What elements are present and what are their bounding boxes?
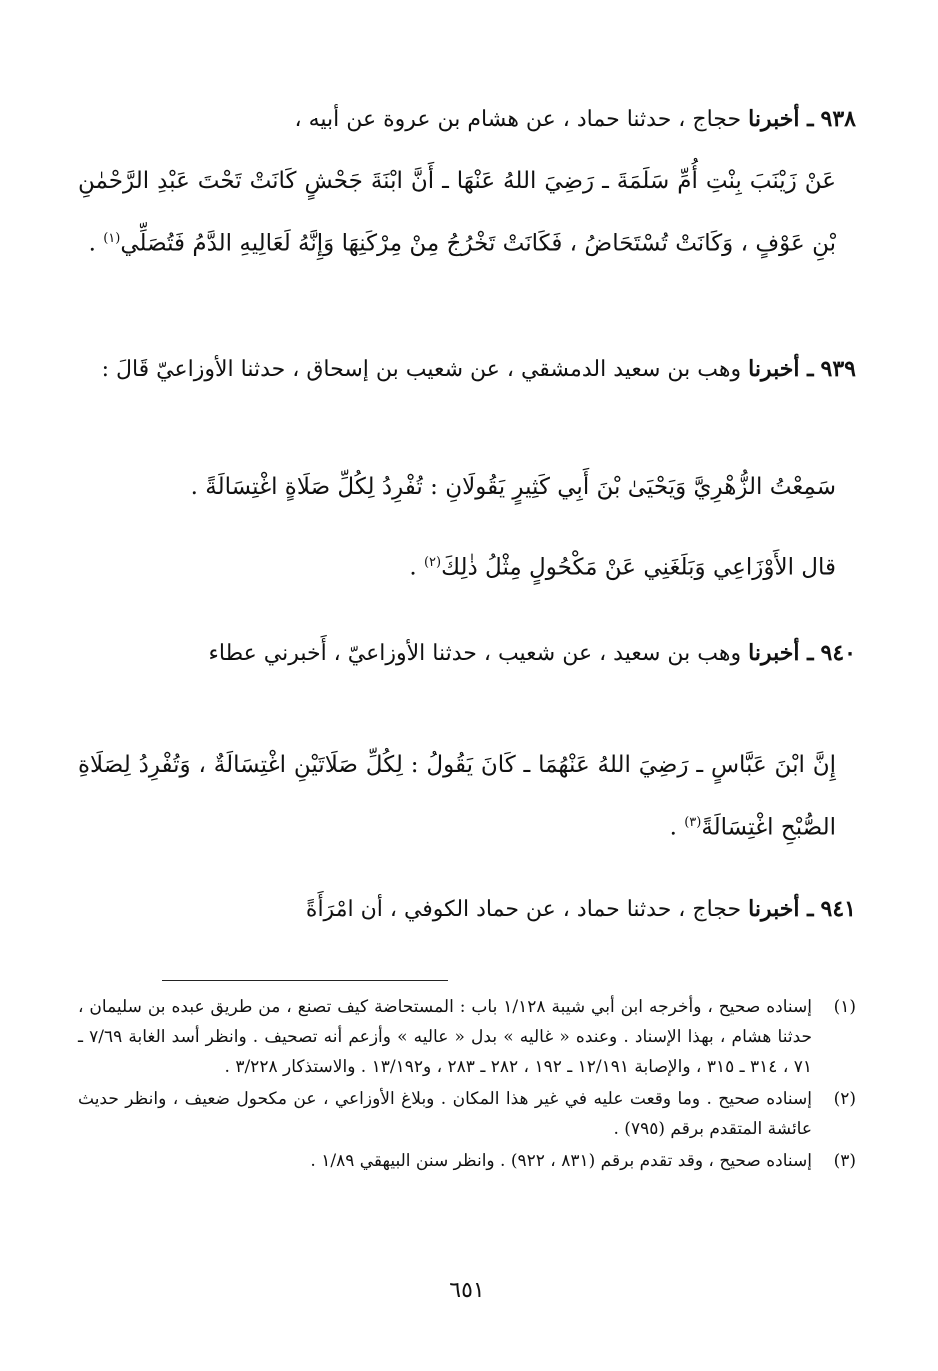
hadith-entry-940: ٩٤٠ ـ أخبرنا وهب بن سعيد ، عن شعيب ، حدثنا الأوزاعيّ ، أَخبرني عطاء	[208, 640, 856, 666]
footnote-text: إسناده صحيح . وما وقعت عليه في غير هذا المكان . وبلاغ الأوزاعي ، عن مكحول ضعيف ، وانظر حديث عائشة المتقدم برقم (٧٩٥) .	[78, 1089, 812, 1139]
matn-text: قال الأَوْزَاعِي وَبَلَغَنِي عَنْ مَكْحُولٍ مِثْلُ ذٰلِكَ	[441, 554, 836, 581]
footnote-ref: (١)	[103, 231, 121, 246]
footnote-ref: (٣)	[684, 815, 702, 830]
hadith-matn-938: عَنْ زَيْنَبَ بِنْتِ أُمِّ سَلَمَةَ ـ رَضِيَ اللهُ عَنْهَا ـ أَنَّ ابْنَةَ جَحْشٍ كَانَتْ تَحْتَ عَبْدِ الرَّحْمٰنِ بْنِ عَوْفٍ ، وَكَانَتْ تُسْتَحَاضُ ، فَكَانَتْ تَخْرُجُ مِنْ مِرْكَنِهَا وَإِنَّهُ لَعَالِيهِ الدَّمُ فَتُصَلِّي$^{(١)}$ .	[78, 168, 836, 257]
footnote-ref: (٢)	[423, 555, 442, 570]
isnad-text: وهب بن سعيد الدمشقي ، عن شعيب بن إسحاق ، حدثنا الأوزاعيّ قَالَ :	[101, 357, 742, 382]
footnote-divider	[162, 980, 448, 981]
document-page	[78, 90, 856, 1331]
footnote-1	[78, 992, 856, 1082]
footnote-text: إسناده صحيح ، وقد تقدم برقم (٨٣١ ، ٩٢٢) . وانظر سنن البيهقي ١/٨٩ .	[310, 1151, 812, 1171]
footnote-mark: (١)	[833, 997, 856, 1017]
hadith-number: ٩٣٩	[820, 356, 856, 382]
page-number: ٦٥١	[449, 1278, 485, 1303]
hadith-number: ٩٤٠	[820, 640, 856, 666]
isnad-text: حجاج ، حدثنا حماد ، عن حماد الكوفي ، أن امْرَأَةً	[305, 897, 742, 922]
matn-text: عَنْ زَيْنَبَ بِنْتِ أُمِّ سَلَمَةَ ـ رَضِيَ اللهُ عَنْهَا ـ أَنَّ ابْنَةَ جَحْشٍ كَانَتْ تَحْتَ عَبْدِ الرَّحْمٰنِ بْنِ عَوْفٍ ، وَكَانَتْ تُسْتَحَاضُ ، فَكَانَتْ تَخْرُجُ مِنْ مِرْكَنِهَا وَإِنَّهُ لَعَالِيهِ الدَّمُ فَتُصَلِّي	[78, 168, 836, 257]
hadith-entry-941: ٩٤١ ـ أخبرنا حجاج ، حدثنا حماد ، عن حماد الكوفي ، أن امْرَأَةً	[305, 896, 856, 922]
matn-text: سَمِعْتُ الزُّهْرِيَّ وَيَحْيَىٰ بْنَ أَبِي كَثِيرٍ يَقُولَانِ : تُفْرِدُ لِكُلِّ صَلَاةٍ اغْتِسَالَةً .	[190, 474, 836, 500]
hadith-entry-938: ٩٣٨ ـ أخبرنا حجاج ، حدثنا حماد ، عن هشام بن عروة عن أبيه ،	[294, 106, 856, 132]
narration-keyword: أخبرنا	[748, 896, 800, 922]
narration-keyword: أخبرنا	[748, 106, 800, 132]
footnote-3	[78, 1146, 856, 1176]
hadith-matn-940: إِنَّ ابْنَ عَبَّاسٍ ـ رَضِيَ اللهُ عَنْهُمَا ـ كَانَ يَقُولُ : لِكُلِّ صَلَاتَيْنِ اغْتِسَالَةٌ ، وَتُفْرِدُ لِصَلَاةِ الصُّبْحِ اغْتِسَالَةً$^{(٣)}$ .	[78, 752, 836, 841]
hadith-matn-939	[78, 458, 836, 516]
footnote-mark: (٢)	[833, 1089, 856, 1109]
footnotes	[78, 992, 856, 1178]
matn-text: إِنَّ ابْنَ عَبَّاسٍ ـ رَضِيَ اللهُ عَنْهُمَا ـ كَانَ يَقُولُ : لِكُلِّ صَلَاتَيْنِ اغْتِسَالَةٌ ، وَتُفْرِدُ لِصَلَاةِ الصُّبْحِ اغْتِسَالَةً	[78, 752, 836, 841]
isnad-text: وهب بن سعيد ، عن شعيب ، حدثنا الأوزاعيّ ، أَخبرني عطاء	[208, 641, 742, 666]
hadith-matn-939-b: قال الأَوْزَاعِي وَبَلَغَنِي عَنْ مَكْحُولٍ مِثْلُ ذٰلِكَ$^{(٢)}$ .	[409, 554, 836, 581]
footnote-2	[78, 1084, 856, 1144]
footnote-mark: (٣)	[833, 1151, 856, 1171]
narration-keyword: أخبرنا	[748, 640, 800, 666]
hadith-entry-939: ٩٣٩ ـ أخبرنا وهب بن سعيد الدمشقي ، عن شعيب بن إسحاق ، حدثنا الأوزاعيّ قَالَ :	[101, 356, 856, 382]
isnad-text: حجاج ، حدثنا حماد ، عن هشام بن عروة عن أبيه ،	[294, 107, 742, 132]
hadith-number: ٩٤١	[820, 896, 856, 922]
footnote-text: إسناده صحيح ، وأخرجه ابن أبي شيبة ١/١٢٨ باب : المستحاضة كيف تصنع ، من طريق عبده بن سليمان ، حدثنا هشام ، بهذا الإسناد . وعنده « غاليه » بدل « عاليه » وأزعم أنه تصحيف . وانظر أسد الغابة ٧/٦٩ ـ ٧١ ، ٣١٤ ـ ٣١٥ ، والإصابة ١٢/١٩١ ـ ١٩٢ ، ٢٨٢ ـ ٢٨٣ ، و١٣/١٩٢ . والاستذكار ٣/٢٢٨ .	[78, 997, 812, 1077]
hadith-number: ٩٣٨	[820, 106, 856, 132]
narration-keyword: أخبرنا	[748, 356, 800, 382]
